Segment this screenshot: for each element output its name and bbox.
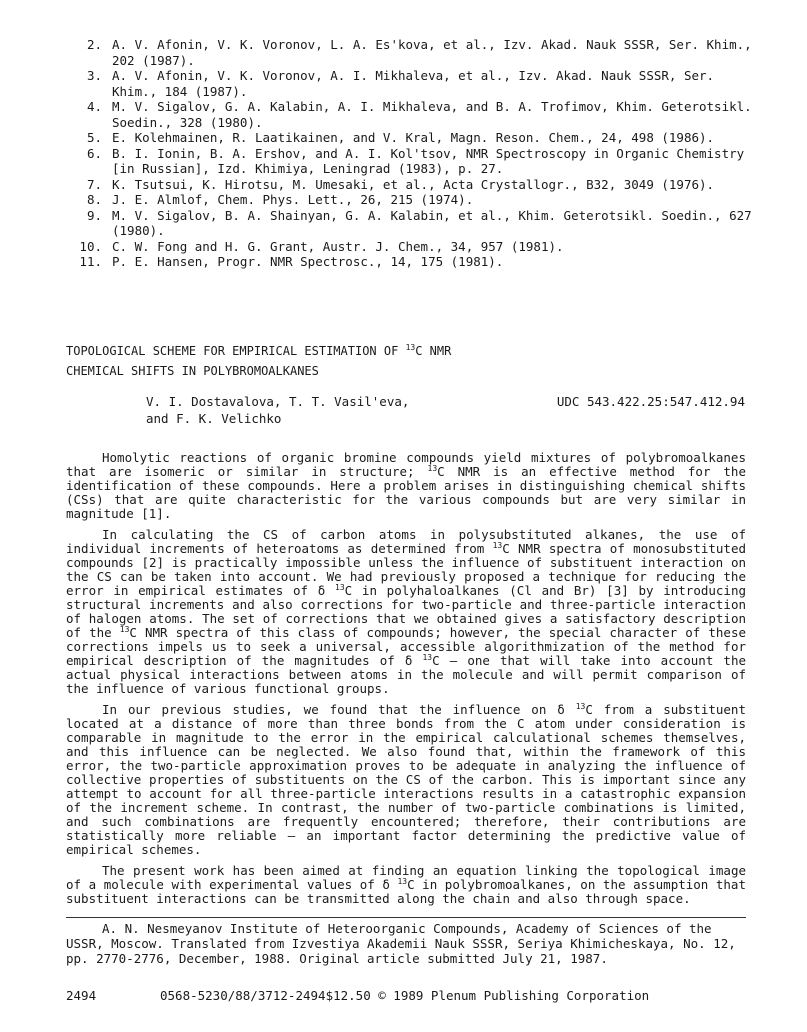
reference-text: E. Kolehmainen, R. Laatikainen, and V. Kral, Magn. Reson. Chem., 24, 498 (1986). (112, 130, 715, 145)
reference-item (62, 130, 762, 146)
reference-number: 9. (86, 207, 102, 223)
reference-number: 6. (86, 145, 102, 161)
reference-item (62, 177, 762, 193)
reference-text: M. V. Sigalov, B. A. Shainyan, G. A. Kalabin, et al., Khim. Geterotsikl. Soedin., 627 (1980). (112, 207, 752, 238)
article-body (66, 451, 746, 913)
reference-number: 4. (86, 99, 102, 114)
title-line-1: TOPOLOGICAL SCHEME FOR EMPIRICAL ESTIMATION OF $^{13}$C NMR (66, 343, 452, 358)
udc-code: UDC 543.422.25:547.412.94 (556, 394, 745, 409)
page-number: 2494 (66, 988, 97, 1003)
page-footer (66, 988, 649, 1003)
reference-number: 11. (79, 254, 102, 269)
reference-number: 5. (86, 130, 102, 145)
author-list (146, 393, 409, 427)
reference-text: C. W. Fong and H. G. Grant, Austr. J. Chem., 34, 957 (1981). (112, 238, 564, 254)
reference-item (62, 68, 762, 99)
reference-item (62, 37, 762, 68)
copyright-line: 0568-5230/88/3712-2494$12.50 © 1989 Plenum Publishing Corporation (160, 988, 650, 1003)
reference-text: J. E. Almlof, Chem. Phys. Lett., 26, 215 (1974). (112, 192, 474, 207)
reference-text: P. E. Hansen, Progr. NMR Spectrosc., 14, 175 (1981). (112, 254, 504, 269)
article-title (66, 341, 451, 381)
reference-number: 7. (86, 176, 102, 192)
authors-line-1: V. I. Dostavalova, T. T. Vasil'eva, (146, 394, 410, 409)
reference-item (62, 208, 762, 239)
reference-item (62, 99, 762, 130)
reference-number: 3. (86, 68, 102, 83)
reference-list (62, 37, 762, 270)
reference-number: 8. (86, 192, 102, 207)
reference-number: 2. (86, 37, 102, 52)
reference-text: A. V. Afonin, V. K. Voronov, L. A. Es'kova, et al., Izv. Akad. Nauk SSSR, Ser. Khim., 202 (1987). (112, 37, 752, 68)
body-paragraph: In our previous studies, we found that the influence on δ $^{13}$C from a substituent located at a distance of more than three bonds from the C atom under consideration is comparable in magnitude to the error in the empirical calculational schemes themselves, and this influence can be neglected. We also found that, within the framework of this error, the two-particle approximation proves to be adequate in analyzing the influence of collective properties of substituents on the CS of the carbon. This is important since any attempt to account for all three-particle interactions results in a catastrophic expansion of the increment scheme. In contrast, the number of two-particle combinations is limited, and such combinations are frequently encountered; therefore, their contributions are statistically more reliable — an important factor determining the predictive value of empirical schemes. (66, 701, 746, 857)
reference-text: B. I. Ionin, B. A. Ershov, and A. I. Kol'tsov, NMR Spectroscopy in Organic Chemistry [in Russian], Izd. Khimiya, Leningrad (1983), p. 27. (112, 145, 745, 176)
body-paragraph: In calculating the CS of carbon atoms in polysubstituted alkanes, the use of individual increments of heteroatoms as determined from $^{13}$C NMR spectra of monosubstituted compounds [2] is practically impossible unless the influence of substituent interaction on the CS can be taken into account. We had previously proposed a technique for reducing the error in empirical estimates of δ $^{13}$C in polyhaloalkanes (Cl and Br) [3] by introducing structural increments and also corrections for two-particle and three-particle interaction of halogen atoms. The set of corrections that we obtained gives a satisfactory description of the $^{13}$C NMR spectra of this class of compounds; however, the special character of these corrections impels us to seek a universal, accessible algorithmization of the method for empirical description of the magnitudes of δ $^{13}$C — one that will take into account the actual physical interactions between atoms in the molecule and will permit comparison of the influence of various functional groups. (66, 527, 747, 696)
reference-text: A. V. Afonin, V. K. Voronov, A. I. Mikhaleva, et al., Izv. Akad. Nauk SSSR, Ser. Khim., 184 (1987). (112, 68, 715, 99)
authors-line-2: and F. K. Velichko (146, 411, 282, 426)
reference-item (62, 146, 762, 177)
reference-item (62, 239, 762, 255)
affiliation-footnote: A. N. Nesmeyanov Institute of Heteroorganic Compounds, Academy of Sciences of the USSR, Moscow. Translated from Izvestiya Akademii Nauk SSSR, Seriya Khimicheskaya, No. 12, pp. 2770-2776, December, 1988. Original article submitted July 21, 1987. (66, 921, 736, 966)
reference-text: K. Tsutsui, K. Hirotsu, M. Umesaki, et al., Acta Crystallogr., B32, 3049 (1976). (112, 176, 715, 192)
reference-item (62, 192, 762, 208)
body-paragraph: The present work has been aimed at finding an equation linking the topological image of a molecule with experimental values of δ $^{13}$C in polybromoalkanes, on the assumption that substituent interactions can be transmitted along the chain and also through space. (66, 863, 746, 906)
reference-number: 10. (79, 238, 102, 254)
body-paragraph: Homolytic reactions of organic bromine compounds yield mixtures of polybromoalkanes that are isomeric or similar in structure; $^{13}$C NMR is an effective method for the identification of these compounds. Here a problem arises in distinguishing chemical shifts (CSs) that are quite characteristic for the various compounds but are very similar in magnitude [1]. (66, 450, 746, 521)
footnote-divider (66, 917, 746, 918)
reference-text: M. V. Sigalov, G. A. Kalabin, A. I. Mikhaleva, and B. A. Trofimov, Khim. Geterotsikl. Soedin., 328 (1980). (112, 99, 752, 130)
title-line-2: CHEMICAL SHIFTS IN POLYBROMOALKANES (66, 364, 319, 378)
reference-item (62, 254, 762, 270)
